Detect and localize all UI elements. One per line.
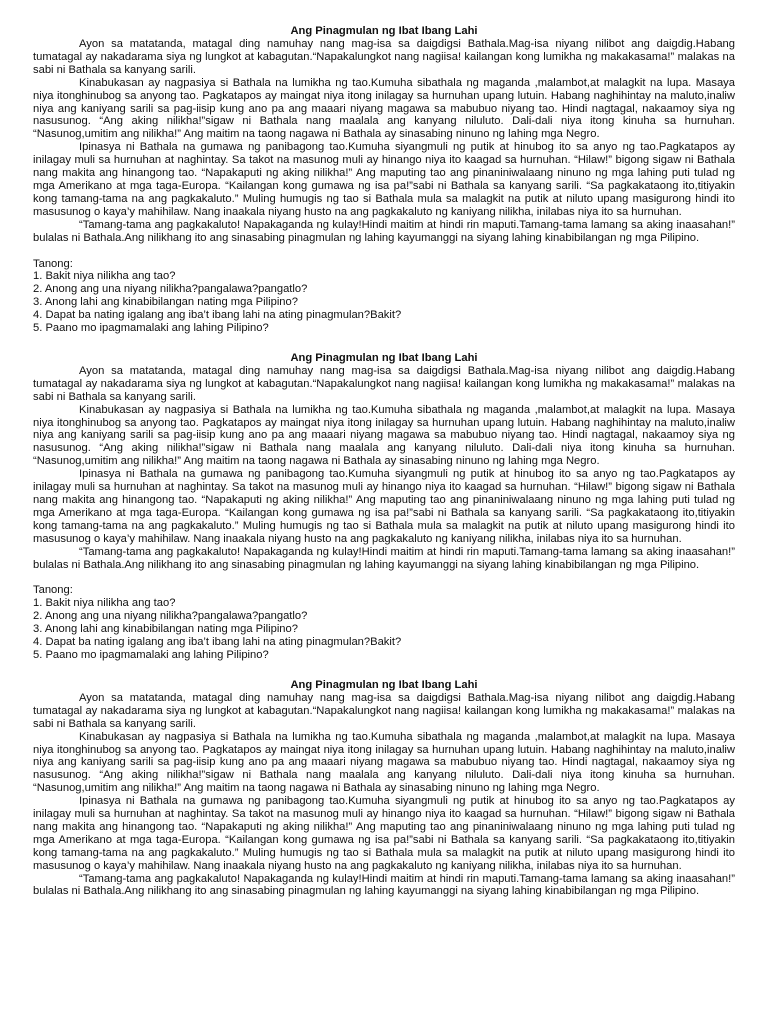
questions-heading: Tanong: bbox=[33, 584, 73, 597]
question-item: 1. Bakit niya nilikha ang tao? bbox=[33, 597, 176, 610]
story-paragraph: Ayon sa matatanda, matagal ding namuhay nang mag-isa sa daigdigsi Bathala.Mag-isa niyang nilibot ang daigdig.Habang tumatagal ay nakadarama siya ng lungkot at kabagutan.“Napakalungkot nang nagiisa! kailangan kong lumikha ng makakasama!” malakas na sabi ni Bathala sa kanyang sarili. bbox=[33, 364, 735, 403]
document-page bbox=[33, 25, 735, 915]
question-item: 1. Bakit niya nilikha ang tao? bbox=[33, 270, 176, 283]
question-item: 3. Anong lahi ang kinabibilangan nating mga Pilipino? bbox=[33, 623, 298, 636]
story-title: Ang Pinagmulan ng Ibat Ibang Lahi bbox=[290, 25, 478, 37]
story-paragraph: Kinabukasan ay nagpasiya si Bathala na lumikha ng tao.Kumuha sibathala ng maganda ,malambot,at malagkit na lupa. Masaya niya itonghinubog sa anyong tao. Pagkatapos ay maingat niya itong inilagay sa hurnuhan upang lutuin. Habang naghihintay na maluto,inaliw niya ang kaniyang sarili sa pag-iisip kung ano pa ang maaari niyang magawa sa mabubuo niyang tao. Hindi nagtagal, nakaamoy siya ng nasusunog. “Ang aking nilikha!”sigaw ni Bathala nang maalala ang kanyang niluluto. Dali-dali niya itong kinuha sa hurnuhan. “Nasunog,umitim ang nilikha!” Ang maitim na taong nagawa ni Bathala ay sinasabing ninuno ng lahing mga Negro. bbox=[33, 403, 735, 468]
question-item: 5. Paano mo ipagmamalaki ang lahing Pilipino? bbox=[33, 648, 269, 661]
story-section-2 bbox=[33, 352, 735, 662]
story-section-3 bbox=[33, 679, 735, 899]
question-item: 2. Anong ang una niyang nilikha?pangalawa?pangatlo? bbox=[33, 610, 308, 623]
questions-list bbox=[33, 597, 735, 662]
questions-block bbox=[33, 258, 735, 335]
question-item: 3. Anong lahi ang kinabibilangan nating mga Pilipino? bbox=[33, 296, 298, 309]
story-paragraph: Kinabukasan ay nagpasiya si Bathala na lumikha ng tao.Kumuha sibathala ng maganda ,malambot,at malagkit na lupa. Masaya niya itonghinubog sa anyong tao. Pagkatapos ay maingat niya itong inilagay sa hurnuhan upang lutuin. Habang naghihintay na maluto,inaliw niya ang kaniyang sarili sa pag-iisip kung ano pa ang maaari niyang magawa sa mabubuo niyang tao. Hindi nagtagal, nakaamoy siya ng nasusunog. “Ang aking nilikha!”sigaw ni Bathala nang maalala ang kanyang niluluto. Dali-dali niya itong kinuha sa hurnuhan. “Nasunog,umitim ang nilikha!” Ang maitim na taong nagawa ni Bathala ay sinasabing ninuno ng lahing mga Negro. bbox=[33, 730, 735, 795]
story-paragraph: Ipinasya ni Bathala na gumawa ng panibagong tao.Kumuha siyangmuli ng putik at hinubog ito sa anyo ng tao.Pagkatapos ay inilagay muli sa hurnuhan at naghintay. Sa takot na masunog muli ay hinango niya ito kaagad sa hurnuhan. “Hilaw!” bigong sigaw ni Bathala nang makita ang hinangong tao. “Napakaputi ng aking nilikha!” Ang maputing tao ang pinaniniwalaang ninuno ng mga lahing puti tulad ng mga Amerikano at mga taga-Europa. “Kailangan kong gumawa ng isa pa!”sabi ni Bathala sa kanyang sarili. “Sa pagkakataong ito,titiyakin kong tamang-tama na ang pagkakaluto.” Muling humugis ng tao si Bathala mula sa malagkit na putik at niluto upang masigurong hindi ito masusunog o kaya’y mahihilaw. Nang inaakala niyang husto na ang pagkakaluto ng kaniyang nilikha, inilabas niya ito sa hurnuhan. bbox=[33, 468, 735, 545]
story-title: Ang Pinagmulan ng Ibat Ibang Lahi bbox=[290, 678, 478, 691]
question-item: 5. Paano mo ipagmamalaki ang lahing Pilipino? bbox=[33, 322, 269, 335]
story-paragraph: Kinabukasan ay nagpasiya si Bathala na lumikha ng tao.Kumuha sibathala ng maganda ,malambot,at malagkit na lupa. Masaya niya itonghinubog sa anyong tao. Pagkatapos ay maingat niya itong inilagay sa hurnuhan upang lutuin. Habang naghihintay na maluto,inaliw niya ang kaniyang sarili sa pag-iisip kung ano pa ang maaari niyang magawa sa mabubuo niyang tao. Hindi nagtagal, nakaamoy siya ng nasusunog. “Ang aking nilikha!”sigaw ni Bathala nang maalala ang kanyang niluluto. Dali-dali niya itong kinuha sa hurnuhan. “Nasunog,umitim ang nilikha!” Ang maitim na taong nagawa ni Bathala ay sinasabing ninuno ng lahing mga Negro. bbox=[33, 76, 735, 141]
story-paragraph: Ayon sa matatanda, matagal ding namuhay nang mag-isa sa daigdigsi Bathala.Mag-isa niyang nilibot ang daigdig.Habang tumatagal ay nakadarama siya ng lungkot at kabagutan.“Napakalungkot nang nagiisa! kailangan kong lumikha ng makakasama!” malakas na sabi ni Bathala sa kanyang sarili. bbox=[33, 38, 735, 76]
story-paragraph: Ayon sa matatanda, matagal ding namuhay nang mag-isa sa daigdigsi Bathala.Mag-isa niyang nilibot ang daigdig.Habang tumatagal ay nakadarama siya ng lungkot at kabagutan.“Napakalungkot nang nagiisa! kailangan kong lumikha ng makakasama!” malakas na sabi ni Bathala sa kanyang sarili. bbox=[33, 691, 735, 730]
story-section-1 bbox=[33, 25, 735, 335]
questions-list bbox=[33, 270, 735, 335]
story-paragraph: “Tamang-tama ang pagkakaluto! Napakaganda ng kulay!Hindi maitim at hindi rin maputi.Tamang-tama lamang sa aking inaasahan!” bulalas ni Bathala.Ang nilikhang ito ang sinasabing pinagmulan ng lahing kayumanggi na siyang lahing kinabibilangan ng mga Pilipino. bbox=[33, 545, 735, 571]
story-paragraph: Ipinasya ni Bathala na gumawa ng panibagong tao.Kumuha siyangmuli ng putik at hinubog ito sa anyo ng tao.Pagkatapos ay inilagay muli sa hurnuhan at naghintay. Sa takot na masunog muli ay hinango niya ito kaagad sa hurnuhan. “Hilaw!” bigong sigaw ni Bathala nang makita ang hinangong tao. “Napakaputi ng aking nilikha!” Ang maputing tao ang pinaniniwalaang ninuno ng mga lahing puti tulad ng mga Amerikano at mga taga-Europa. “Kailangan kong gumawa ng isa pa!”sabi ni Bathala sa kanyang sarili. “Sa pagkakataong ito,titiyakin kong tamang-tama na ang pagkakaluto.” Muling humugis ng tao si Bathala mula sa malagkit na putik at niluto upang masigurong hindi ito masusunog o kaya’y mahihilaw. Nang inaakala niyang husto na ang pagkakaluto ng kaniyang nilikha, inilabas niya ito sa hurnuhan. bbox=[33, 795, 735, 872]
question-item: 4. Dapat ba nating igalang ang iba’t ibang lahi na ating pinagmulan?Bakit? bbox=[33, 309, 402, 322]
story-paragraph: “Tamang-tama ang pagkakaluto! Napakaganda ng kulay!Hindi maitim at hindi rin maputi.Tamang-tama lamang sa aking inaasahan!” bulalas ni Bathala.Ang nilikhang ito ang sinasabing pinagmulan ng lahing kayumanggi na siyang lahing kinabibilangan ng mga Pilipino. bbox=[33, 218, 735, 244]
questions-heading: Tanong: bbox=[33, 257, 73, 270]
question-item: 4. Dapat ba nating igalang ang iba’t ibang lahi na ating pinagmulan?Bakit? bbox=[33, 636, 402, 649]
story-title: Ang Pinagmulan ng Ibat Ibang Lahi bbox=[290, 351, 478, 364]
question-item: 2. Anong ang una niyang nilikha?pangalawa?pangatlo? bbox=[33, 283, 308, 296]
story-paragraph: “Tamang-tama ang pagkakaluto! Napakaganda ng kulay!Hindi maitim at hindi rin maputi.Tamang-tama lamang sa aking inaasahan!” bulalas ni Bathala.Ang nilikhang ito ang sinasabing pinagmulan ng lahing kayumanggi na siyang lahing kinabibilangan ng mga Pilipino. bbox=[33, 872, 735, 898]
questions-block bbox=[33, 584, 735, 661]
story-paragraph: Ipinasya ni Bathala na gumawa ng panibagong tao.Kumuha siyangmuli ng putik at hinubog ito sa anyo ng tao.Pagkatapos ay inilagay muli sa hurnuhan at naghintay. Sa takot na masunog muli ay hinango niya ito kaagad sa hurnuhan. “Hilaw!” bigong sigaw ni Bathala nang makita ang hinangong tao. “Napakaputi ng aking nilikha!” Ang maputing tao ang pinaniniwalaang ninuno ng mga lahing puti tulad ng mga Amerikano at mga taga-Europa. “Kailangan kong gumawa ng isa pa!”sabi ni Bathala sa kanyang sarili. “Sa pagkakataong ito,titiyakin kong tamang-tama na ang pagkakaluto.” Muling humugis ng tao si Bathala mula sa malagkit na putik at niluto upang masigurong hindi ito masusunog o kaya’y mahihilaw. Nang inaakala niyang husto na ang pagkakaluto ng kaniyang nilikha, inilabas niya ito sa hurnuhan. bbox=[33, 141, 735, 218]
